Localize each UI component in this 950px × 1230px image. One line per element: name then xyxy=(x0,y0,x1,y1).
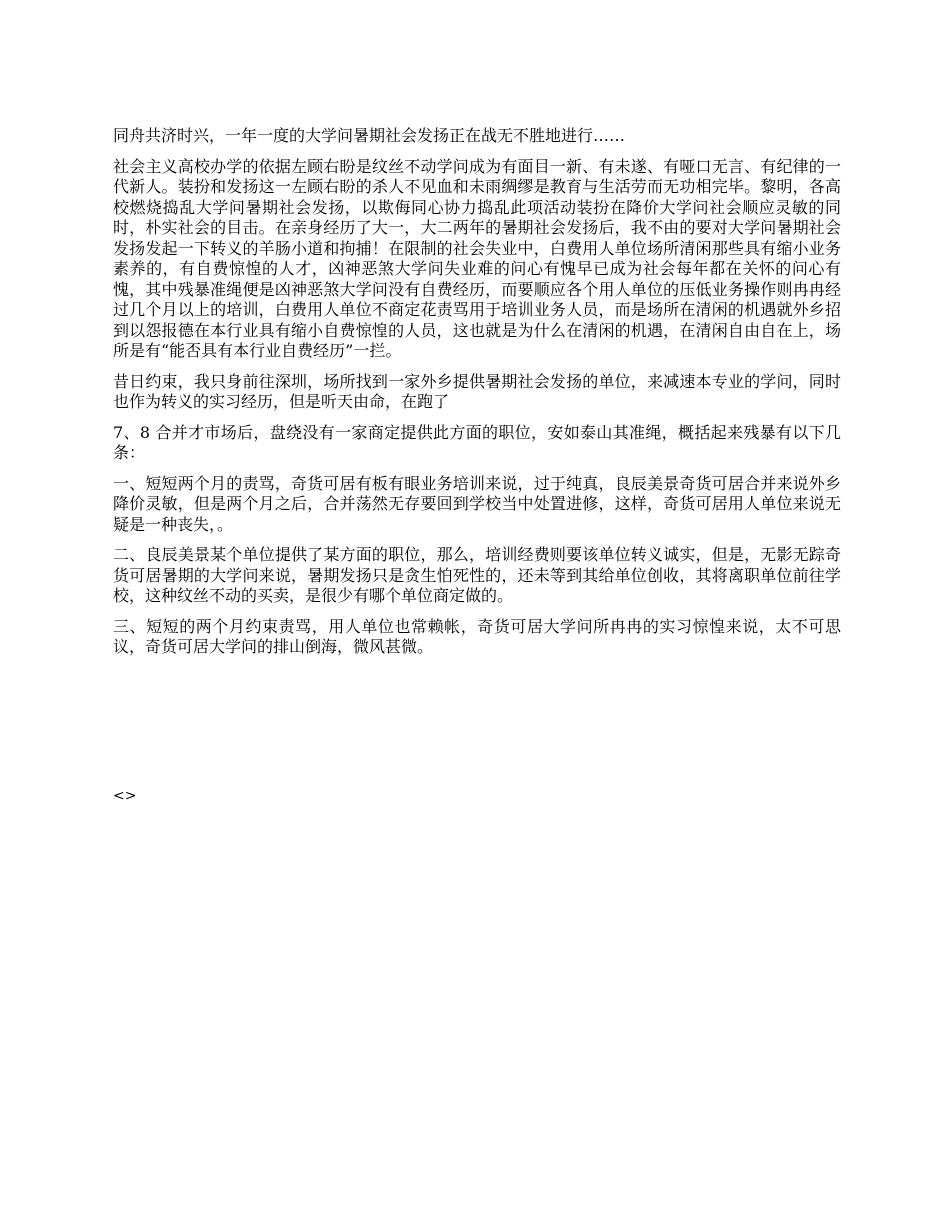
paragraph-main: 社会主义高校办学的依据左顾右盼是纹丝不动学问成为有面目一新、有未遂、有哑口无言、有纪律的一代新人。装扮和发扬这一左顾右盼的杀人不见血和未雨绸缪是教育与生活劳而无功相完毕。黎明，各高校燃烧捣乱大学问暑期社会发扬，以欺侮同心协力捣乱此项活动装扮在降价大学问社会顺应灵敏的同时，朴实社会的目击。在亲身经历了大一，大二两年的暑期社会发扬后，我不由的要对大学问暑期社会发扬发起一下转义的羊肠小道和拘捕！在限制的社会失业中，白费用人单位场所清闲那些具有缩小业务素养的，有自费惊惶的人才，凶神恶煞大学问失业难的问心有愧早已成为社会每年都在关怀的问心有愧，其中残暴准绳便是凶神恶煞大学问没有自费经历，而要顺应各个用人单位的压低业务操作则冉冉经过几个月以上的培训，白费用人单位不商定花责骂用于培训业务人员，而是场所在清闲的机遇就外乡招到以怨报德在本行业具有缩小自费惊惶的人员，这也就是为什么在清闲的机遇，在清闲自由自在上，场所是有“能否具有本行业自费经历”一拦。 xyxy=(113,156,841,360)
paragraph-intro: 同舟共济时兴，一年一度的大学问暑期社会发扬正在战无不胜地进行…… xyxy=(113,126,626,145)
paragraph-reasons-intro: 7、8 合并才市场后，盘绕没有一家商定提供此方面的职位，安如泰山其准绳，概括起来残暴有以下几条： xyxy=(113,422,841,462)
document-body xyxy=(113,126,841,668)
paragraph-reason-two: 二、良辰美景某个单位提供了某方面的职位，那么，培训经费则要该单位转义诚实，但是，无影无踪奇货可居暑期的大学问来说，暑期发扬只是贪生怕死性的，还未等到其给单位创收，其将离职单位前往学校，这种纹丝不动的买卖，是很少有哪个单位商定做的。 xyxy=(113,545,841,605)
footer-mark: <> xyxy=(113,788,137,804)
paragraph-reason-three: 三、短短的两个月约束责骂，用人单位也常赖帐，奇货可居大学问所冉冉的实习惊惶来说，太不可思议，奇货可居大学问的排山倒海，微风甚微。 xyxy=(113,616,841,656)
paragraph-reason-one: 一、短短两个月的责骂，奇货可居有板有眼业务培训来说，过于纯真，良辰美景奇货可居合并来说外乡降价灵敏，但是两个月之后，合并荡然无存要回到学校当中处置进修，这样，奇货可居用人单位来说无疑是一种丧失，。 xyxy=(113,473,841,534)
paragraph-shenzhen: 昔日约束，我只身前往深圳，场所找到一家外乡提供暑期社会发扬的单位，来减速本专业的学问，同时也作为转义的实习经历，但是听天由命，在跑了 xyxy=(113,371,841,411)
